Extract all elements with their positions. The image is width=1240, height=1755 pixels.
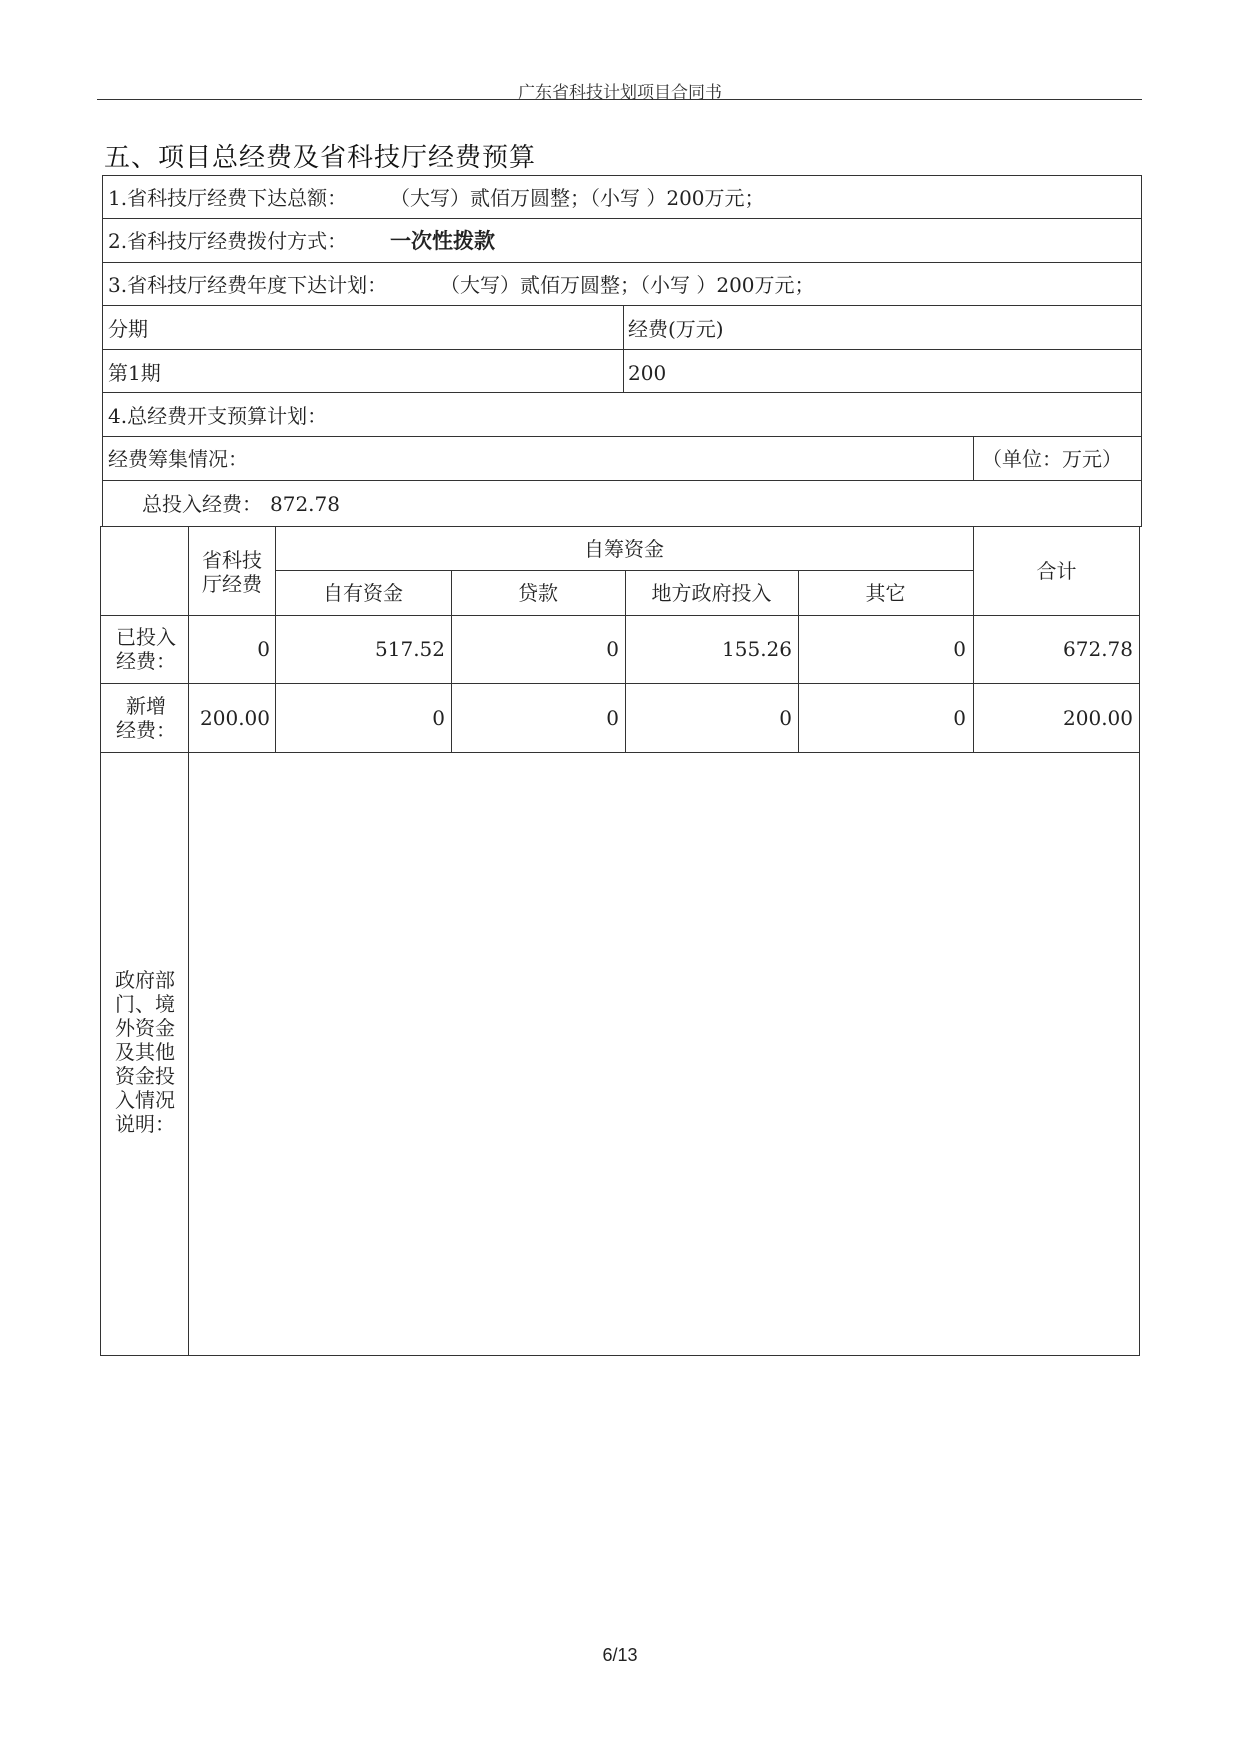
page-number: 6/13 [602,1645,638,1665]
header-total: 合计 [1036,559,1077,583]
row2-value: 一次性拨款 [390,229,495,253]
table-row-divider [100,615,1140,616]
new-local-government: 0 [779,706,792,730]
installment-amount: 200 [628,361,667,385]
invested-provincial: 0 [257,637,270,661]
invested-loan: 0 [606,637,619,661]
invested-local-government: 155.26 [722,637,792,661]
row1-label: 1.省科技厅经费下达总额： [108,186,348,210]
table-row-divider [275,570,973,571]
header-self-raised-funds: 自筹资金 [584,537,664,561]
table-row-divider [100,752,1140,753]
row-divider [102,349,1142,350]
explanation-label: 政府部 门、境 外资金 及其他 资金投 入情况 说明： [115,968,175,1136]
header-loan: 贷款 [518,581,558,605]
row4-label: 4.总经费开支预算计划： [108,404,328,428]
row-divider [102,305,1142,306]
new-loan: 0 [606,706,619,730]
table-row-divider [100,683,1140,684]
funding-unit: （单位：万元） [982,447,1122,471]
new-total: 200.00 [1063,706,1133,730]
new-provincial: 200.00 [200,706,270,730]
header-rule [97,99,1142,100]
row-invested-label: 已投入 经费： [116,625,176,673]
row-divider [102,392,1142,393]
row2-label: 2.省科技厅经费拨付方式： [108,229,348,253]
invested-own: 517.52 [375,637,445,661]
installment-col-divider [623,305,624,392]
invested-other: 0 [953,637,966,661]
row3-label: 3.省科技厅经费年度下达计划： [108,273,388,297]
total-investment-value: 872.78 [270,492,340,516]
header-other: 其它 [865,581,906,605]
row1-value: （大写）贰佰万圆整；（小写 ）200万元； [390,186,765,210]
unit-col-divider [973,436,974,480]
header-local-government: 地方政府投入 [651,581,772,605]
invested-total: 672.78 [1063,637,1133,661]
row-divider [102,262,1142,263]
header-own-funds: 自有资金 [323,581,403,605]
new-own: 0 [432,706,445,730]
budget-form-frame [102,175,1142,527]
row3-value: （大写）贰佰万圆整；（小写 ）200万元； [440,273,815,297]
installment-period-header: 分期 [108,317,148,341]
document-header: 广东省科技计划项目合同书 [518,83,722,103]
new-other: 0 [953,706,966,730]
total-investment-label: 总投入经费： [142,492,262,516]
row-divider [102,218,1142,219]
table-col-divider [188,526,189,1356]
header-provincial-funds: 省科技 厅经费 [202,548,262,596]
installment-period: 第1期 [108,361,161,385]
row-new-label: 新增 经费： [116,694,176,742]
row-divider [102,436,1142,437]
funding-label: 经费筹集情况： [108,447,248,471]
section-title: 五、项目总经费及省科技厅经费预算 [104,143,537,173]
installment-amount-header: 经费(万元) [628,317,724,341]
row-divider [102,480,1142,481]
